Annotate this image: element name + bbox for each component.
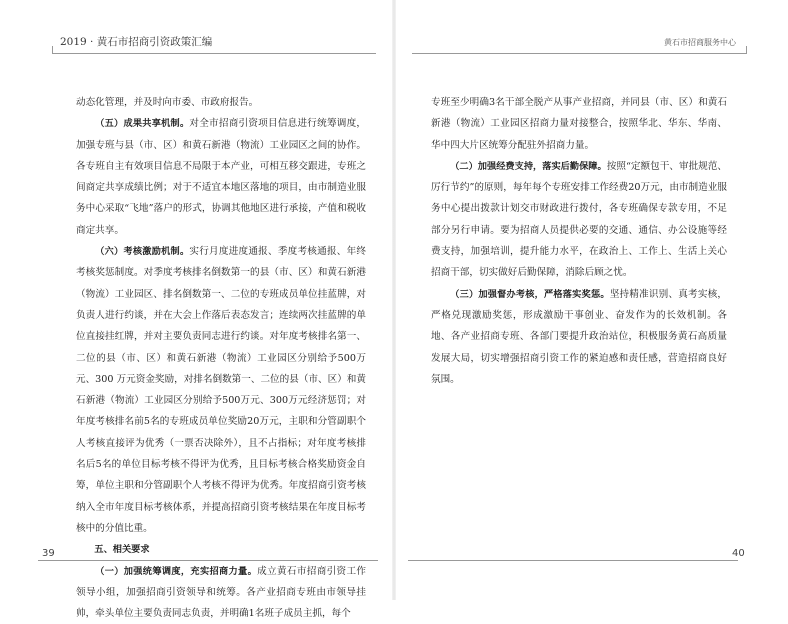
running-header-right: 黄石市招商服务中心 (664, 38, 736, 47)
paragraph-text: 坚持精准识别、真考实核，严格兑现激励奖惩，形成激励干事创业、奋发作为的长效机制。各地、各产业招商专班、各部门要提升政治站位，积极服务黄石高质量发展大局，切实增强招商引资工作的紧迫感和责任感，营造招商良好氛围。 (431, 288, 728, 385)
paragraph: 动态化管理，并及时向市委、市政府报告。 (76, 97, 259, 108)
left-page-body (76, 92, 366, 624)
page-gutter (392, 0, 396, 600)
paragraph (76, 113, 366, 241)
paragraph (76, 241, 366, 539)
paragraph: 专班至少明确3名干部全脱产从事产业招商，并同县（市、区）和黄石新港（物流）工业园区招商力量对接整合，按照华北、华东、华南、华中四大片区统筹分配驻外招商力量。 (431, 97, 727, 151)
section-heading: 五、相关要求 (94, 544, 150, 556)
paragraph (431, 284, 727, 390)
running-header-left: 2019 · 黄石市招商引资政策汇编 (60, 36, 213, 48)
page-number-right: 40 (732, 548, 745, 559)
header-rule-left (52, 53, 376, 54)
header-rule-right (412, 53, 746, 54)
paragraph-text: 对全市招商引资项目信息进行统筹调度，加强专班与县（市、区）和黄石新港（物流）工业园区之间的协作。各专班自主有效项目信息不局限于本产业，可相互移交跟进，专班之间商定共享成绩比例；对于不适宜本地区落地的项目，由市制造业服务中心采取“飞地”落户的形式，协调其他地区进行承接，产值和税收商定共享。 (76, 118, 367, 236)
subheading: （三）加强督办考核，严格落实奖惩。 (450, 288, 610, 300)
paragraph-text: 成立黄石市招商引资工作领导小组，加强招商引资领导和统筹。各产业招商专班由市领导挂帅，牵头单位主要负责同志负责，并明确1名班子成员主抓，每个 (76, 565, 367, 620)
page-number-left: 39 (42, 548, 55, 559)
header-tick-right (746, 46, 747, 54)
subheading: （五）成果共享机制。 (95, 118, 190, 130)
paragraph-text: 实行月度进度通报、季度考核通报、年终考核奖惩制度。对季度考核排名倒数第一的县（市、区）和黄石新港（物流）工业园区、排名倒数第一、二位的专班成员单位挂蓝牌，对负责人进行约谈，并在大会上作落后表态发言；连续两次挂蓝牌的单位直接挂红牌，并对主要负责同志进行约谈。对年度考核排名第一、二位的县（市、区）和黄石新港（物流）工业园区分别给予500万元、300 万元资金奖励，对排名倒数第一、二位的县（市、区）和黄石新港（物流）工业园区分别给予500万元、300万元经济惩罚；对年度考核排名前5名的专班成员单位奖励20万元，主职和分管副职个人考核直接评为优秀（一票否决除外），且不占指标；对年度考核排名后5名的单位目标考核不得评为优秀，且目标考核合格奖励资金自筹，单位主职和分管副职个人考核不得评为优秀。年度招商引资考核纳入全市年度目标考核体系，并提高招商引资考核结果在年度目标考核中的分值比重。 (76, 246, 367, 534)
footer-rule-left (38, 560, 378, 561)
subheading: （六）考核激励机制。 (95, 246, 190, 258)
paragraph (431, 156, 727, 284)
paragraph (76, 561, 366, 624)
subheading: （二）加强经费支持，落实后勤保障。 (450, 160, 607, 172)
footer-rule-right (408, 560, 738, 561)
right-page-body (431, 92, 727, 390)
subheading: （一）加强统筹调度，充实招商力量。 (95, 565, 258, 577)
paragraph-text: 按照“定额包干、审批规范、厉行节约”的原则，每年每个专班安排工作经费20万元，由市制造业服务中心提出拨款计划交市财政进行拨付，各专班确保专款专用，不足部分另行申请。要为招商人员提供必要的交通、通信、办公设施等经费支持，加强培训，提升能力水平，在政治上、工作上、生活上关心招商干部，切实做好后勤保障，消除后顾之忧。 (431, 160, 728, 279)
